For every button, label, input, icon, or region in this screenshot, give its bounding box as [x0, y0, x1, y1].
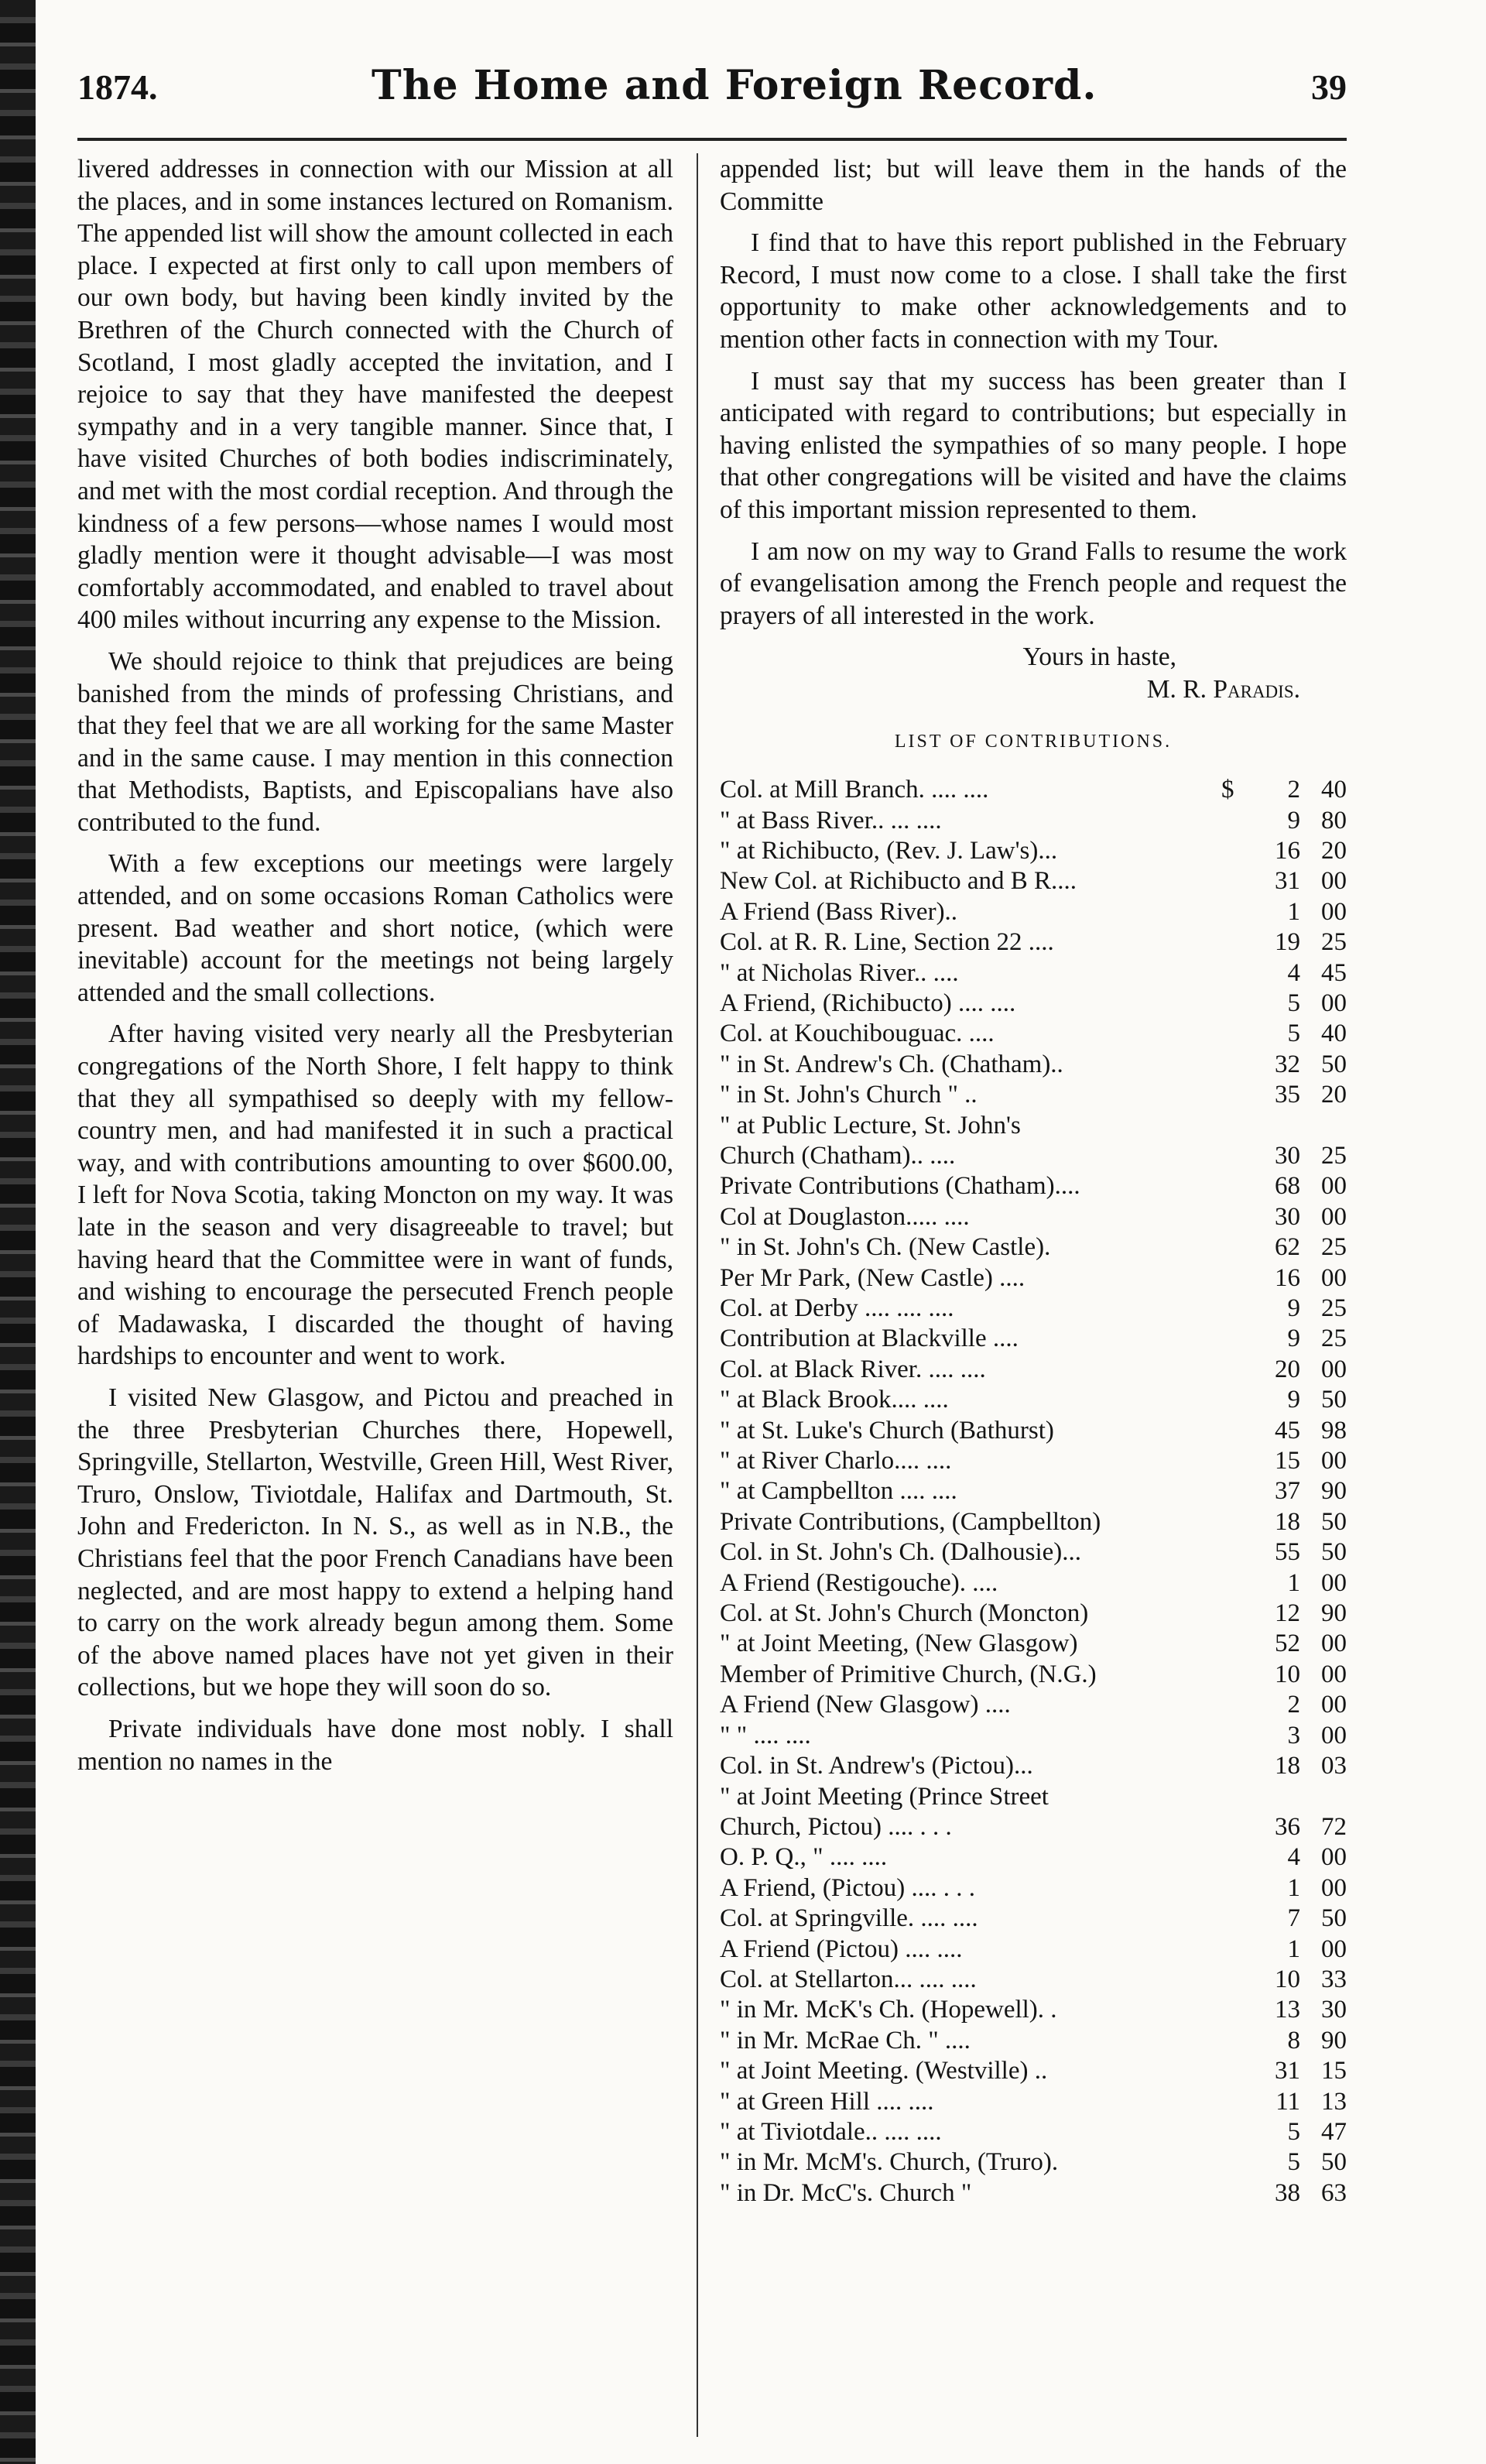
contribution-dollars: 18: [1275, 1507, 1300, 1536]
contribution-cents: 50: [1321, 1904, 1347, 1933]
closing-line: Yours in haste,: [1022, 643, 1176, 672]
contributions-list: [720, 775, 1347, 2209]
contribution-description: Col at Douglaston..... ....: [720, 1202, 970, 1231]
contribution-dollars: 1: [1287, 1873, 1300, 1902]
contribution-row: [720, 775, 1347, 805]
contribution-dollars: 9: [1287, 1294, 1300, 1322]
contribution-cents: 33: [1321, 1965, 1347, 1993]
contribution-dollars: 55: [1275, 1538, 1300, 1567]
contribution-dollars: 16: [1275, 1263, 1300, 1292]
page-header: [77, 62, 1347, 132]
contribution-cents: 00: [1321, 1660, 1347, 1688]
contribution-row: [720, 1629, 1347, 1659]
contribution-cents: 40: [1321, 1020, 1347, 1048]
contribution-row: [720, 1019, 1347, 1049]
contribution-dollars: 5: [1287, 2117, 1300, 2146]
contribution-dollars: 5: [1287, 989, 1300, 1017]
contribution-dollars: 19: [1275, 928, 1300, 957]
contribution-cents: 00: [1321, 1630, 1347, 1658]
contribution-description: Church (Chatham).. ....: [720, 1141, 956, 1170]
contribution-description: " at Richibucto, (Rev. J. Law's)...: [720, 836, 1058, 865]
contribution-description: A Friend (Pictou) .... ....: [720, 1935, 963, 1963]
contribution-cents: 45: [1321, 958, 1347, 987]
contribution-description: Col. at Black River. .... ....: [720, 1355, 986, 1383]
binding-spine: [0, 0, 36, 2464]
contribution-row: [720, 1141, 1347, 1171]
contribution-cents: 47: [1321, 2117, 1347, 2146]
contribution-dollars: 36: [1275, 1812, 1300, 1841]
currency-sign: $: [1221, 776, 1234, 804]
paragraph: Private individuals have done most nobly. I shall mention no names in the: [77, 1714, 673, 1776]
contribution-row: [720, 1111, 1347, 1141]
contribution-description: Private Contributions, (Campbellton): [720, 1507, 1101, 1536]
contribution-cents: 00: [1321, 1568, 1347, 1597]
contribution-cents: 00: [1321, 1721, 1347, 1749]
contribution-cents: 20: [1321, 1081, 1347, 1109]
contribution-description: Col. at Kouchibouguac. ....: [720, 1020, 995, 1048]
contribution-cents: 03: [1321, 1752, 1347, 1780]
contribution-description: Col. at R. R. Line, Section 22 ....: [720, 928, 1054, 957]
contribution-dollars: 52: [1275, 1630, 1300, 1658]
contribution-description: Col. in St. Andrew's (Pictou)...: [720, 1752, 1033, 1780]
contribution-cents: 50: [1321, 1050, 1347, 1078]
contribution-description: A Friend, (Richibucto) .... ....: [720, 989, 1016, 1017]
contribution-dollars: 10: [1275, 1660, 1300, 1688]
contribution-description: " in St. Andrew's Ch. (Chatham)..: [720, 1050, 1063, 1078]
contribution-cents: 15: [1321, 2057, 1347, 2085]
contribution-row: [720, 2147, 1347, 2178]
contribution-cents: 40: [1321, 776, 1347, 804]
contribution-description: " at Tiviotdale.. .... ....: [720, 2117, 942, 2146]
contribution-dollars: 30: [1275, 1202, 1300, 1231]
contribution-dollars: 2: [1287, 1691, 1300, 1719]
contribution-dollars: 4: [1287, 958, 1300, 987]
contribution-description: " at St. Luke's Church (Bathurst): [720, 1416, 1054, 1444]
contribution-cents: 72: [1321, 1812, 1347, 1841]
contribution-row: [720, 1690, 1347, 1720]
contribution-row: [720, 2026, 1347, 2056]
contribution-row: [720, 1263, 1347, 1294]
contribution-description: " at Bass River.. ... ....: [720, 806, 942, 834]
contribution-dollars: 20: [1275, 1355, 1300, 1383]
contribution-dollars: 9: [1287, 1386, 1300, 1414]
contribution-dollars: 11: [1275, 2087, 1300, 2116]
contribution-cents: 00: [1321, 1263, 1347, 1292]
contribution-description: " at Nicholas River.. ....: [720, 958, 959, 987]
contribution-row: [720, 989, 1347, 1019]
contribution-cents: 30: [1321, 1996, 1347, 2024]
contribution-cents: 90: [1321, 2026, 1347, 2054]
contribution-description: " at Public Lecture, St. John's: [720, 1111, 1021, 1139]
contribution-description: Col. at Derby .... .... ....: [720, 1294, 954, 1322]
column-divider: [697, 153, 698, 2437]
contribution-cents: 50: [1321, 1386, 1347, 1414]
contribution-cents: 90: [1321, 1477, 1347, 1506]
contribution-description: Private Contributions (Chatham)....: [720, 1172, 1080, 1201]
contribution-cents: 98: [1321, 1416, 1347, 1444]
contribution-description: " in Mr. McK's Ch. (Hopewell). .: [720, 1996, 1057, 2024]
contribution-row: [720, 1507, 1347, 1537]
contribution-cents: 00: [1321, 1172, 1347, 1201]
contribution-dollars: 31: [1275, 2057, 1300, 2085]
contribution-cents: 00: [1321, 989, 1347, 1017]
contribution-dollars: 37: [1275, 1477, 1300, 1506]
contribution-description: " at Joint Meeting. (Westville) ..: [720, 2057, 1048, 2085]
contribution-row: [720, 1202, 1347, 1232]
contribution-description: " at River Charlo.... ....: [720, 1447, 952, 1475]
contribution-cents: 25: [1321, 1294, 1347, 1322]
contribution-description: Per Mr Park, (New Castle) ....: [720, 1263, 1025, 1292]
contribution-cents: 00: [1321, 1843, 1347, 1872]
contribution-dollars: 5: [1287, 1020, 1300, 1048]
contribution-cents: 00: [1321, 1447, 1347, 1475]
contribution-cents: 00: [1321, 897, 1347, 926]
contribution-description: New Col. at Richibucto and B R....: [720, 867, 1077, 896]
contribution-cents: 13: [1321, 2087, 1347, 2116]
publication-title: The Home and Foreign Record.: [372, 62, 1097, 109]
contribution-description: " in St. John's Church " ..: [720, 1081, 978, 1109]
contribution-dollars: 45: [1275, 1416, 1300, 1444]
contribution-row: [720, 1050, 1347, 1080]
contribution-description: " at Green Hill .... ....: [720, 2087, 934, 2116]
contribution-description: Col. in St. John's Ch. (Dalhousie)...: [720, 1538, 1082, 1567]
signoff: [720, 641, 1347, 705]
contribution-row: [720, 1873, 1347, 1904]
contribution-dollars: 16: [1275, 836, 1300, 865]
contribution-row: [720, 1965, 1347, 1995]
contribution-dollars: 18: [1275, 1752, 1300, 1780]
contribution-row: [720, 897, 1347, 927]
contribution-dollars: 5: [1287, 2148, 1300, 2177]
contribution-cents: 00: [1321, 1202, 1347, 1231]
contribution-row: [720, 1751, 1347, 1781]
contribution-row: [720, 866, 1347, 896]
contribution-cents: 00: [1321, 1935, 1347, 1963]
contribution-description: " in Mr. McRae Ch. " ....: [720, 2026, 971, 2054]
paragraph: With a few exceptions our meetings were largely attended, and on some occasions Roman Catholics were present. Bad weather and short notice, (which were inevitable) account for the meetings not being largely attended and the small collections.: [77, 849, 673, 1007]
contribution-dollars: 10: [1275, 1965, 1300, 1993]
paragraph: After having visited very nearly all the Presbyterian congregations of the North Shore, I felt happy to think that they all sympathised so deeply with my fellow-country men, and had manifested it in such a practical way, and with contributions amounting to over $600.00, I left for Nova Scotia, taking Moncton on my way. It was late in the season and very disagreeable to travel; but having heard that the Committee were in want of funds, and wishing to encourage the persecuted French people of Madawaska, I discarded the thought of having hardships to encounter and went to work.: [77, 1020, 673, 1371]
contribution-dollars: 9: [1287, 1325, 1300, 1353]
contribution-cents: 00: [1321, 1691, 1347, 1719]
contribution-row: [720, 1995, 1347, 2025]
left-column: [77, 153, 673, 1787]
header-year: 1874.: [77, 67, 158, 107]
contribution-description: " in Mr. McM's. Church, (Truro).: [720, 2148, 1059, 2177]
contribution-cents: 00: [1321, 867, 1347, 896]
contribution-cents: 50: [1321, 1538, 1347, 1567]
contribution-dollars: 68: [1275, 1172, 1300, 1201]
contribution-row: [720, 1568, 1347, 1599]
contribution-row: [720, 1904, 1347, 1934]
contribution-row: [720, 1660, 1347, 1690]
contribution-cents: 63: [1321, 2178, 1347, 2207]
contribution-row: [720, 1812, 1347, 1842]
contribution-row: [720, 1355, 1347, 1385]
contribution-row: [720, 1721, 1347, 1751]
contribution-row: [720, 1416, 1347, 1446]
contribution-row: [720, 806, 1347, 836]
paragraph: livered addresses in connection with our Mission at all the places, and in some instances lectured on Romanism. The appended list will show the amount collected in each place. I expected at first only to call upon members of our own body, but having been kindly invited by the Brethren of the Church connected with the Church of Scotland, I most gladly accepted the invitation, and I rejoice to say that they have manifested the deepest sympathy and in a very tangible manner. Since that, I have visited Churches of both bodies indiscriminately, and met with the most cordial reception. And through the kindness of a few persons—whose names I would most gladly mention were it thought advisable—I was most comfortably accommodated, and enabled to travel about 400 miles without incurring any expense to the Mission.: [77, 155, 673, 635]
contribution-row: [720, 1232, 1347, 1263]
contributions-heading: LIST OF CONTRIBUTIONS.: [894, 731, 1173, 752]
contribution-dollars: 15: [1275, 1447, 1300, 1475]
contribution-description: " at Black Brook.... ....: [720, 1386, 949, 1414]
contribution-description: " in Dr. McC's. Church ": [720, 2178, 972, 2207]
contribution-description: Contribution at Blackville ....: [720, 1325, 1019, 1353]
contribution-dollars: 1: [1287, 897, 1300, 926]
page-number: 39: [1310, 67, 1347, 107]
contribution-cents: 25: [1321, 1233, 1347, 1262]
paragraph: I visited New Glasgow, and Pictou and preached in the three Presbyterian Churches there, Hopewell, Springville, Stellarton, Westville, Green Hill, West River, Truro, Onslow, Tiviotdale, Halifax and Dartmouth, St. John and Fredericton. In N. S., as well as in N.B., the Christians feel that the poor French Canadians have been neglected, and are most happy to extend a helping hand to carry on the work already begun among them. Some of the above named places have not yet given in their collections, but we hope they will soon do so.: [77, 1383, 673, 1702]
contribution-row: [720, 958, 1347, 989]
contribution-description: " at Campbellton .... ....: [720, 1477, 957, 1506]
contribution-description: Col. at Springville. .... ....: [720, 1904, 978, 1933]
contribution-dollars: 4: [1287, 1843, 1300, 1872]
contribution-description: " at Joint Meeting (Prince Street: [720, 1782, 1049, 1811]
contribution-dollars: 12: [1275, 1599, 1300, 1628]
contribution-cents: 50: [1321, 2148, 1347, 2177]
right-column: [720, 153, 1347, 2209]
contribution-description: Col. at Stellarton... .... ....: [720, 1965, 977, 1993]
contribution-description: A Friend (Restigouche). ....: [720, 1568, 998, 1597]
paragraph: We should rejoice to think that prejudices are being banished from the minds of professing Christians, and that they feel that we are all working for the same Master and in the same cause. I may mention in this connection that Methodists, Baptists, and Episcopalians have also contributed to the fund.: [77, 646, 673, 837]
contribution-row: [720, 927, 1347, 958]
contribution-cents: 80: [1321, 806, 1347, 834]
contribution-dollars: 2: [1287, 776, 1300, 804]
contribution-row: [720, 2117, 1347, 2147]
contribution-dollars: 7: [1287, 1904, 1300, 1933]
contribution-dollars: 8: [1287, 2026, 1300, 2054]
contribution-cents: 00: [1321, 1355, 1347, 1383]
contribution-row: [720, 836, 1347, 866]
contribution-row: [720, 1842, 1347, 1873]
contribution-description: A Friend (Bass River)..: [720, 897, 958, 926]
contribution-description: Member of Primitive Church, (N.G.): [720, 1660, 1097, 1688]
contribution-row: [720, 1599, 1347, 1629]
contribution-cents: 25: [1321, 928, 1347, 957]
contribution-row: [720, 1446, 1347, 1476]
contribution-row: [720, 1476, 1347, 1506]
contribution-dollars: 3: [1287, 1721, 1300, 1749]
contribution-cents: 00: [1321, 1873, 1347, 1902]
paragraph: I find that to have this report published in the February Record, I must now come to a close. I shall take the first opportunity to make other acknowledgements and to mention other facts in connection with my Tour.: [720, 228, 1347, 354]
contribution-dollars: 1: [1287, 1935, 1300, 1963]
contribution-row: [720, 1935, 1347, 1965]
contribution-dollars: 13: [1275, 1996, 1300, 2024]
contribution-row: [720, 1537, 1347, 1568]
contribution-dollars: 1: [1287, 1568, 1300, 1597]
contribution-row: [720, 1294, 1347, 1324]
contribution-dollars: 62: [1275, 1233, 1300, 1262]
contribution-description: Col. at St. John's Church (Moncton): [720, 1599, 1089, 1628]
contribution-row: [720, 1080, 1347, 1110]
contribution-description: " at Joint Meeting, (New Glasgow): [720, 1630, 1078, 1658]
contribution-description: " " .... ....: [720, 1721, 811, 1749]
contribution-row: [720, 2056, 1347, 2086]
contribution-row: [720, 1171, 1347, 1201]
contribution-row: [720, 1782, 1347, 1812]
header-rule: [77, 138, 1347, 141]
contribution-description: O. P. Q., " .... ....: [720, 1843, 888, 1872]
contribution-description: Col. at Mill Branch. .... ....: [720, 776, 989, 804]
contribution-row: [720, 2087, 1347, 2117]
contribution-cents: 20: [1321, 836, 1347, 865]
contribution-dollars: 30: [1275, 1141, 1300, 1170]
contribution-description: A Friend, (Pictou) .... . . .: [720, 1873, 975, 1902]
contribution-dollars: 9: [1287, 806, 1300, 834]
contribution-description: " in St. John's Ch. (New Castle).: [720, 1233, 1051, 1262]
contribution-dollars: 35: [1275, 1081, 1300, 1109]
contribution-description: Church, Pictou) .... . . .: [720, 1812, 952, 1841]
contribution-description: A Friend (New Glasgow) ....: [720, 1691, 1011, 1719]
paragraph: I must say that my success has been greater than I anticipated with regard to contributions; but especially in having enlisted the sympathies of so many people. I hope that other congregations will be visited and have the claims of this important mission represented to them.: [720, 366, 1347, 524]
contribution-row: [720, 1385, 1347, 1415]
contribution-cents: 25: [1321, 1141, 1347, 1170]
contribution-dollars: 32: [1275, 1050, 1300, 1078]
contribution-row: [720, 1324, 1347, 1354]
contribution-dollars: 38: [1275, 2178, 1300, 2207]
contribution-dollars: 31: [1275, 867, 1300, 896]
signature: M. R. Paradis.: [1146, 674, 1300, 704]
contribution-cents: 25: [1321, 1325, 1347, 1353]
paragraph: I am now on my way to Grand Falls to resume the work of evangelisation among the French people and request the prayers of all interested in the work.: [720, 536, 1347, 630]
paragraph: appended list; but will leave them in the hands of the Committe: [720, 155, 1347, 216]
contribution-row: [720, 2178, 1347, 2209]
contribution-cents: 90: [1321, 1599, 1347, 1628]
contribution-cents: 50: [1321, 1507, 1347, 1536]
